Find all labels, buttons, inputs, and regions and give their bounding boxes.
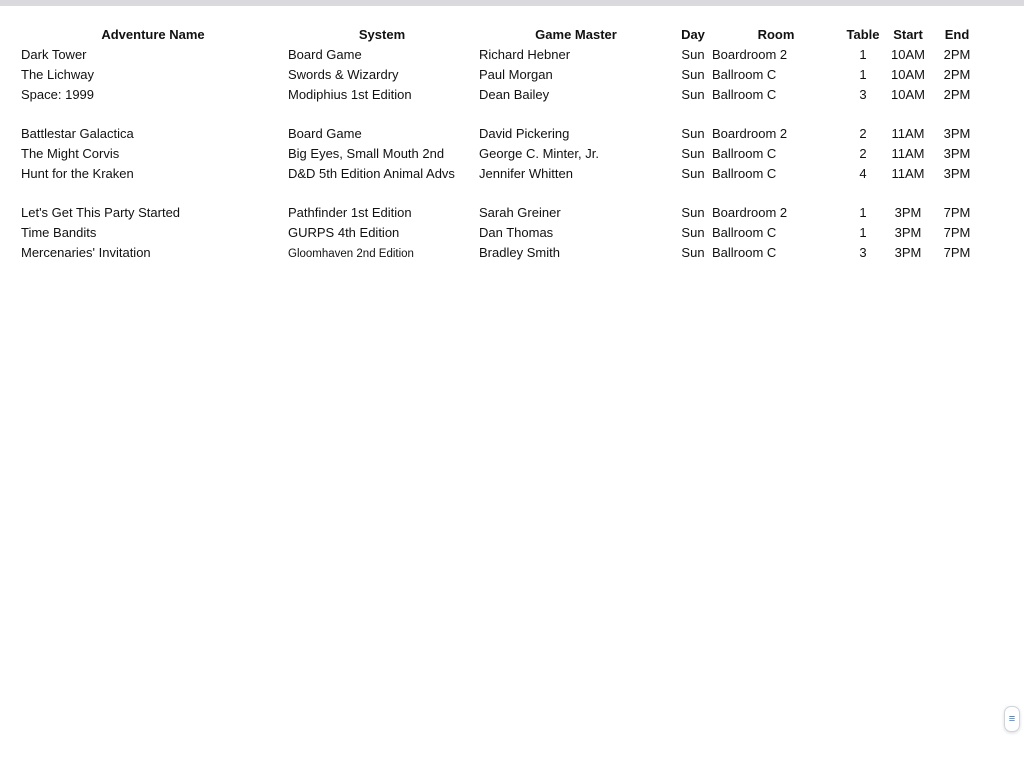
cell-day: Sun xyxy=(681,225,705,240)
header-room: Room xyxy=(757,27,795,42)
cell-system: Swords & Wizardry xyxy=(288,67,399,82)
cell-start: 3PM xyxy=(894,225,922,240)
cell-table: 1 xyxy=(859,67,867,82)
cell-game-master: George C. Minter, Jr. xyxy=(479,146,599,161)
cell-day: Sun xyxy=(681,67,705,82)
cell-system: Big Eyes, Small Mouth 2nd xyxy=(288,146,445,161)
cell-adventure-name: The Lichway xyxy=(21,67,94,82)
cell-start: 10AM xyxy=(891,47,925,62)
cell-game-master: David Pickering xyxy=(479,126,570,141)
cell-end: 3PM xyxy=(943,146,971,161)
cell-system: Pathfinder 1st Edition xyxy=(288,205,412,220)
cell-room: Ballroom C xyxy=(712,87,777,102)
cell-day: Sun xyxy=(681,205,705,220)
cell-system: D&D 5th Edition Animal Advs xyxy=(288,166,455,181)
cell-table: 3 xyxy=(859,245,867,260)
cell-adventure-name: Let's Get This Party Started xyxy=(21,205,181,220)
cell-end: 3PM xyxy=(943,166,971,181)
cell-end: 2PM xyxy=(943,47,971,62)
cell-start: 3PM xyxy=(894,245,922,260)
cell-start: 11AM xyxy=(891,166,925,181)
cell-room: Boardroom 2 xyxy=(712,205,788,220)
cell-adventure-name: The Might Corvis xyxy=(21,146,120,161)
cell-adventure-name: Dark Tower xyxy=(21,47,87,62)
cell-adventure-name: Time Bandits xyxy=(21,225,97,240)
cell-day: Sun xyxy=(681,166,705,181)
cell-end: 2PM xyxy=(943,67,971,82)
cell-day: Sun xyxy=(681,87,705,102)
cell-adventure-name: Battlestar Galactica xyxy=(21,126,134,141)
lines-icon: ≡ xyxy=(1008,712,1016,725)
header-table: Table xyxy=(846,27,880,42)
cell-end: 7PM xyxy=(943,245,971,260)
cell-adventure-name: Space: 1999 xyxy=(21,87,95,102)
cell-table: 1 xyxy=(859,225,867,240)
cell-room: Boardroom 2 xyxy=(712,47,788,62)
cell-system: Board Game xyxy=(288,126,362,141)
header-game-master: Game Master xyxy=(535,27,617,42)
cell-game-master: Richard Hebner xyxy=(479,47,571,62)
cell-start: 11AM xyxy=(891,126,925,141)
cell-table: 2 xyxy=(859,126,867,141)
cell-room: Ballroom C xyxy=(712,225,777,240)
cell-room: Ballroom C xyxy=(712,146,777,161)
cell-end: 2PM xyxy=(943,87,971,102)
header-day: Day xyxy=(681,27,705,42)
cell-table: 1 xyxy=(859,205,867,220)
cell-room: Ballroom C xyxy=(712,166,777,181)
cell-game-master: Bradley Smith xyxy=(479,245,560,260)
cell-system: Modiphius 1st Edition xyxy=(288,87,412,102)
header-adventure-name: Adventure Name xyxy=(101,27,205,42)
scroll-handle[interactable] xyxy=(1004,706,1020,732)
header-start: Start xyxy=(893,27,923,42)
cell-system: GURPS 4th Edition xyxy=(288,225,400,240)
cell-system: Board Game xyxy=(288,47,362,62)
cell-room: Boardroom 2 xyxy=(712,126,788,141)
cell-table: 2 xyxy=(859,146,867,161)
cell-table: 4 xyxy=(859,166,867,181)
cell-start: 3PM xyxy=(894,205,922,220)
cell-game-master: Dean Bailey xyxy=(479,87,550,102)
cell-room: Ballroom C xyxy=(712,245,777,260)
cell-end: 3PM xyxy=(943,126,971,141)
cell-day: Sun xyxy=(681,146,705,161)
cell-game-master: Sarah Greiner xyxy=(479,205,561,220)
cell-room: Ballroom C xyxy=(712,67,777,82)
cell-game-master: Dan Thomas xyxy=(479,225,554,240)
cell-game-master: Jennifer Whitten xyxy=(479,166,573,181)
cell-day: Sun xyxy=(681,245,705,260)
cell-start: 11AM xyxy=(891,146,925,161)
cell-table: 1 xyxy=(859,47,867,62)
cell-end: 7PM xyxy=(943,205,971,220)
cell-adventure-name: Hunt for the Kraken xyxy=(21,166,134,181)
cell-day: Sun xyxy=(681,47,705,62)
cell-adventure-name: Mercenaries' Invitation xyxy=(21,245,151,260)
cell-table: 3 xyxy=(859,87,867,102)
cell-start: 10AM xyxy=(891,87,925,102)
cell-end: 7PM xyxy=(943,225,971,240)
cell-system: Gloomhaven 2nd Edition xyxy=(288,248,414,260)
cell-day: Sun xyxy=(681,126,705,141)
cell-game-master: Paul Morgan xyxy=(479,67,553,82)
header-end: End xyxy=(944,27,970,42)
header-system: System xyxy=(358,27,406,42)
cell-start: 10AM xyxy=(891,67,925,82)
